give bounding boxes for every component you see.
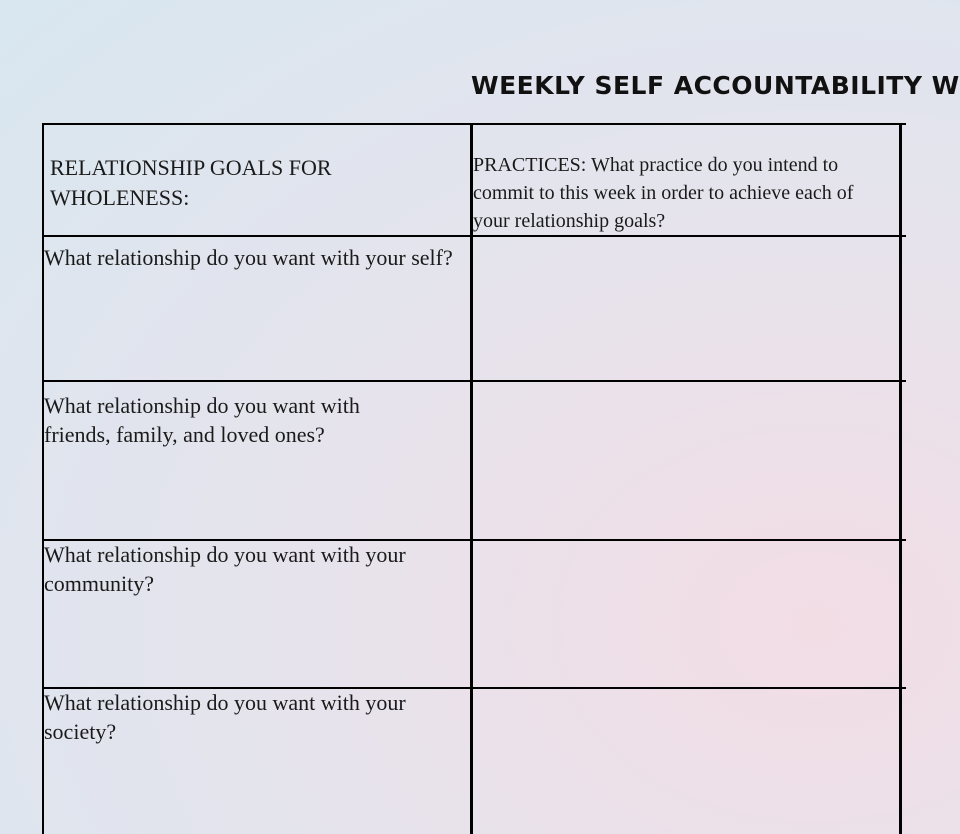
question-friends-family: What relationship do you want with friends, family, and loved ones?: [44, 393, 360, 447]
question-self: What relationship do you want with your self?: [44, 245, 453, 270]
page-title: WEEKLY SELF ACCOUNTABILITY W: [471, 71, 960, 100]
goals-column-header: RELATIONSHIP GOALS FOR WHOLENESS:: [50, 155, 332, 210]
question-community: What relationship do you want with your community?: [44, 542, 406, 596]
practice-answer-community[interactable]: [473, 541, 899, 687]
question-society: What relationship do you want with your society?: [44, 690, 406, 744]
practice-answer-friends-family[interactable]: [473, 382, 899, 539]
accountability-worksheet-table: [42, 123, 906, 834]
column-divider-right: [899, 123, 902, 834]
table-top-border: [42, 123, 906, 125]
practice-answer-self[interactable]: [473, 237, 899, 380]
practices-column-header: PRACTICES: What practice do you intend to commit to this week in order to achieve each of your relationship goals?: [473, 154, 854, 232]
practice-answer-society[interactable]: [473, 689, 899, 834]
